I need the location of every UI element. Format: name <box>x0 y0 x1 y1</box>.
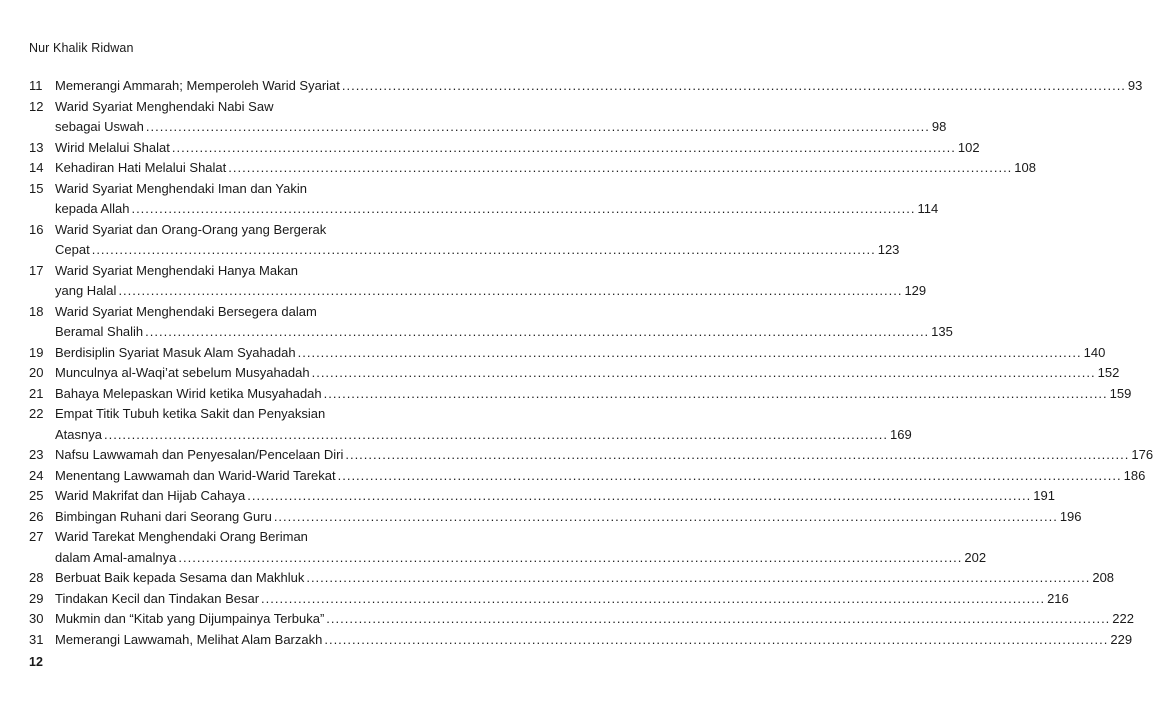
toc-entry-number: 29 <box>29 590 44 606</box>
toc-entry-title: Mukmin dan “Kitab yang Dijumpainya Terbuka” <box>55 611 325 626</box>
toc-page-number: 102 <box>957 139 980 155</box>
toc-entry-title: Wirid Melalui Shalat <box>55 139 170 155</box>
toc-page-number: 93 <box>1127 78 1143 93</box>
toc-entry <box>29 261 927 302</box>
toc-entry-title: Nafsu Lawwamah dan Penyesalan/Pencelaan Diri <box>55 447 344 462</box>
toc-entry <box>29 76 1143 97</box>
toc-entry-title: Bahaya Melepaskan Wirid ketika Musyahadah <box>55 385 322 401</box>
toc-entry-number: 26 <box>29 508 44 524</box>
dot-leader <box>247 486 1031 507</box>
dot-leader <box>306 568 1090 589</box>
toc-page-number: 159 <box>1109 385 1132 401</box>
toc-entry <box>29 158 1036 179</box>
toc-entry <box>29 568 1115 589</box>
toc-page-number: 196 <box>1059 508 1082 524</box>
toc-entry-title: Memerangi Lawwamah, Melihat Alam Barzakh <box>55 631 323 647</box>
toc-entry-number: 14 <box>29 160 44 175</box>
table-of-contents <box>29 76 1153 650</box>
dot-leader <box>92 240 876 261</box>
toc-entry-title: Kehadiran Hati Melalui Shalat <box>55 160 227 175</box>
toc-entry-title: dalam Amal-amalnya <box>55 549 177 565</box>
toc-entry <box>29 589 1069 610</box>
toc-entry <box>29 630 1133 651</box>
toc-entry-number: 15 <box>29 180 44 196</box>
dot-leader <box>324 630 1108 651</box>
toc-entry-title: Beramal Shalih <box>55 324 144 339</box>
toc-entry <box>29 363 1120 384</box>
toc-entry-number: 30 <box>29 611 44 626</box>
dot-leader <box>178 548 962 569</box>
toc-page-number: 186 <box>1123 467 1146 483</box>
toc-entry-title: Warid Syariat dan Orang-Orang yang Bergerak <box>55 221 327 237</box>
dot-leader <box>261 589 1045 610</box>
page-number: 12 <box>29 655 43 669</box>
toc-entry-title: Warid Syariat Menghendaki Bersegera dalam <box>55 303 317 319</box>
toc-entry <box>29 609 1134 630</box>
toc-page-number: 123 <box>877 242 900 257</box>
toc-entry-title: Warid Syariat Menghendaki Hanya Makan <box>55 262 299 278</box>
toc-entry <box>29 384 1132 405</box>
dot-leader <box>298 343 1082 364</box>
toc-entry <box>29 404 912 445</box>
toc-entry-number: 13 <box>29 139 44 155</box>
toc-page-number: 114 <box>917 201 939 216</box>
toc-entry <box>29 302 953 343</box>
toc-entry-title: Warid Syariat Menghendaki Nabi Saw <box>55 98 274 114</box>
toc-entry-number: 11 <box>29 78 43 93</box>
toc-page-number: 176 <box>1131 447 1153 462</box>
dot-leader <box>324 384 1108 405</box>
toc-entry-title: Warid Makrifat dan Hijab Cahaya <box>55 488 246 503</box>
toc-entry-title: Bimbingan Ruhani dari Seorang Guru <box>55 508 272 524</box>
toc-entry <box>29 466 1146 487</box>
toc-entry-title: Cepat <box>55 242 90 257</box>
toc-entry-number: 16 <box>29 221 44 237</box>
toc-entry-number: 27 <box>29 529 44 544</box>
toc-entry-title: Warid Tarekat Menghendaki Orang Beriman <box>55 529 308 544</box>
toc-entry <box>29 220 900 261</box>
dot-leader <box>228 158 1012 179</box>
toc-entry-number: 18 <box>29 303 44 319</box>
dot-leader <box>104 425 888 446</box>
toc-page-number: 169 <box>890 426 912 442</box>
toc-entry-number: 21 <box>29 385 44 401</box>
toc-entry-number: 20 <box>29 365 44 380</box>
dot-leader <box>146 117 930 138</box>
toc-entry <box>29 97 947 138</box>
dot-leader <box>342 76 1126 97</box>
toc-page-number: 140 <box>1083 344 1106 360</box>
toc-entry-number: 31 <box>29 631 44 647</box>
toc-entry-title: Atasnya <box>55 426 102 442</box>
dot-leader <box>172 138 956 159</box>
toc-entry <box>29 507 1082 528</box>
toc-entry-title: yang Halal <box>55 283 117 298</box>
toc-page-number: 208 <box>1092 570 1115 585</box>
toc-entry-title: Berbuat Baik kepada Sesama dan Makhluk <box>55 570 305 585</box>
toc-entry <box>29 486 1055 507</box>
toc-entry-title: Empat Titik Tubuh ketika Sakit dan Penyaksian <box>55 406 326 421</box>
toc-page-number: 216 <box>1047 590 1069 606</box>
toc-entry-title: Munculnya al-Waqi’at sebelum Musyahadah <box>55 365 310 380</box>
toc-page-number: 152 <box>1097 365 1120 380</box>
dot-leader <box>145 322 929 343</box>
dot-leader <box>131 199 915 220</box>
running-head: Nur Khalik Ridwan <box>29 41 134 55</box>
dot-leader <box>312 363 1096 384</box>
toc-entry-title: Memerangi Ammarah; Memperoleh Warid Syariat <box>55 78 340 93</box>
toc-entry-number: 17 <box>29 262 44 278</box>
toc-entry <box>29 138 980 159</box>
toc-entry-number: 22 <box>29 406 44 421</box>
toc-entry-title: Tindakan Kecil dan Tindakan Besar <box>55 590 260 606</box>
toc-entry-number: 28 <box>29 570 44 585</box>
dot-leader <box>326 609 1110 630</box>
toc-entry <box>29 343 1106 364</box>
dot-leader <box>274 507 1058 528</box>
toc-entry-number: 19 <box>29 344 44 360</box>
toc-page-number: 135 <box>931 324 953 339</box>
toc-entry-title: Warid Syariat Menghendaki Iman dan Yakin <box>55 180 307 196</box>
dot-leader <box>338 466 1122 487</box>
toc-page-number: 191 <box>1033 488 1055 503</box>
toc-entry <box>29 445 1153 466</box>
toc-entry-number: 23 <box>29 447 44 462</box>
toc-entry-number: 25 <box>29 488 44 503</box>
toc-entry <box>29 179 939 220</box>
toc-entry-title: Berdisiplin Syariat Masuk Alam Syahadah <box>55 344 296 360</box>
toc-page-number: 98 <box>931 119 947 134</box>
toc-entry-number: 12 <box>29 98 44 114</box>
dot-leader <box>118 281 902 302</box>
toc-page-number: 108 <box>1014 160 1036 175</box>
toc-page-number: 202 <box>964 549 987 565</box>
toc-page-number: 229 <box>1110 631 1133 647</box>
toc-entry-title: sebagai Uswah <box>55 119 144 134</box>
toc-entry-number: 24 <box>29 467 44 483</box>
dot-leader <box>345 445 1129 466</box>
toc-page-number: 222 <box>1112 611 1134 626</box>
toc-entry-title: Menentang Lawwamah dan Warid-Warid Tarekat <box>55 467 336 483</box>
toc-entry <box>29 527 987 568</box>
toc-entry-title: kepada Allah <box>55 201 130 216</box>
toc-page-number: 129 <box>904 283 927 298</box>
